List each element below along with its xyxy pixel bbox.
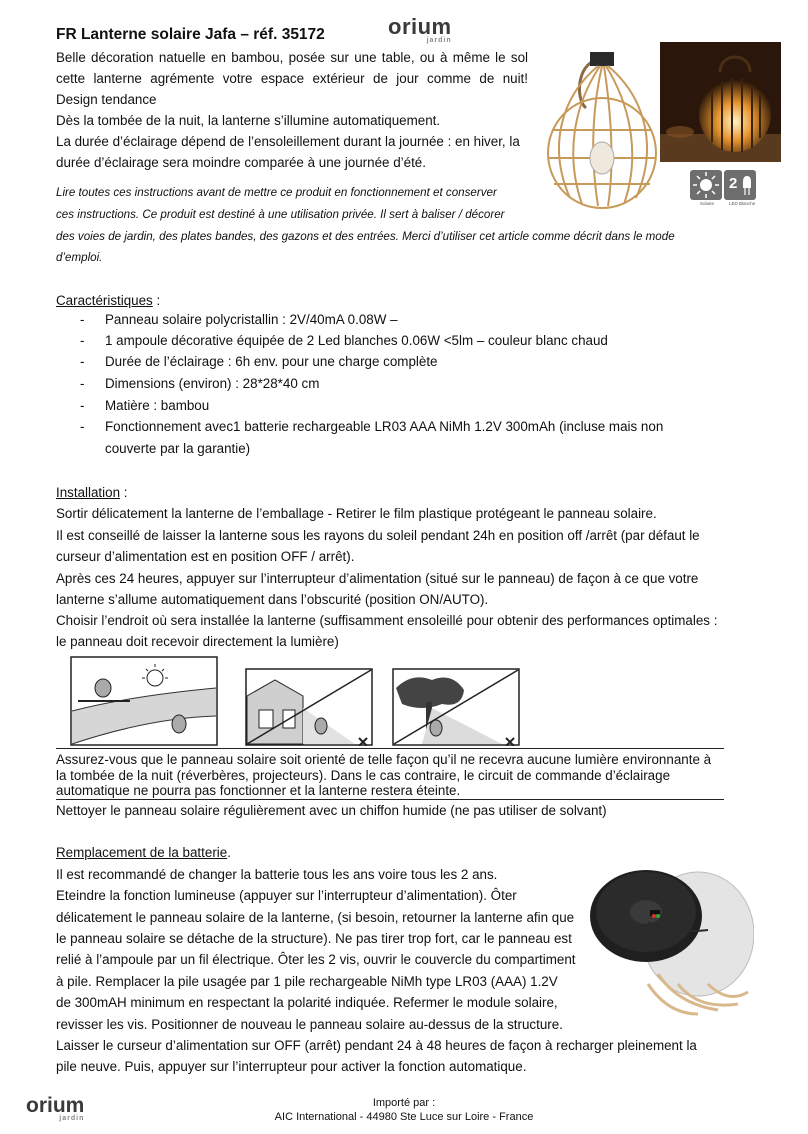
lantern-night-photo: [660, 42, 781, 162]
spec-item-continued: couverte par la garantie): [105, 441, 251, 456]
bullet-dash: -: [80, 419, 85, 434]
spec-item: Durée de l’éclairage : 6h env. pour une charge complète: [105, 354, 438, 369]
battery-line: relié à l’ampoule par un fil électrique. Ôter les 2 vis, ouvrir le couvercle du compartiment: [56, 952, 576, 967]
installation-line: le panneau doit recevoir directement la lumière): [56, 634, 339, 649]
brand-logo-top: [388, 14, 452, 44]
notice-line: d’emploi.: [56, 251, 103, 264]
placement-ok-diagram: [70, 656, 218, 746]
installation-line: lanterne s’allume automatiquement dans l’obscurité (position ON/AUTO).: [56, 592, 489, 607]
lantern-product-image: [540, 38, 660, 210]
intro-line: cette lanterne agrémente votre espace extérieur de jour comme de nuit!: [56, 71, 528, 86]
footer-brand-sub: jardin: [59, 1115, 85, 1122]
spec-item: Fonctionnement avec1 batterie rechargeable LR03 AAA NiMh 1.2V 300mAh (incluse mais non: [105, 419, 664, 434]
placement-shade-tree-diagram: [392, 668, 520, 746]
warning-line: automatique ne pourra pas fonctionner et la lanterne restera éteinte.: [56, 783, 461, 798]
spec-item: Panneau solaire polycristallin : 2V/40mA 0.08W –: [105, 312, 398, 327]
installation-line: Après ces 24 heures, appuyer sur l’interrupteur d’alimentation (situé sur le panneau) de façon à ce que votre: [56, 571, 699, 586]
placement-shade-house-diagram: [245, 668, 373, 746]
battery-line: de 300mAH minimum en respectant la polarité indiquée. Refermer le module solaire,: [56, 995, 558, 1010]
warning-line: Assurez-vous que le panneau solaire soit orienté de telle façon qu’il ne recevra aucune lumière environnante à: [56, 752, 712, 767]
led-count: 2: [729, 175, 738, 192]
installation-line: Sortir délicatement la lanterne de l’emballage - Retirer le film plastique protégeant le panneau solaire.: [56, 506, 657, 521]
brand-name: orium: [388, 14, 452, 39]
installation-heading: Installation :: [56, 485, 128, 500]
intro-line: La durée d’éclairage dépend de l’ensoleillement durant la journée : en hiver, la: [56, 134, 520, 149]
bullet-dash: -: [80, 333, 85, 348]
specs-heading: Caractéristiques :: [56, 293, 161, 308]
battery-heading: Remplacement de la batterie.: [56, 845, 231, 860]
notice-line: des voies de jardin, des plates bandes, des gazons et des entrées. Merci d’utiliser cet article comme décrit dans le mode: [56, 230, 675, 243]
intro-line: Dès la tombée de la nuit, la lanterne s’illumine automatiquement.: [56, 113, 441, 128]
battery-line: Laisser le curseur d’alimentation sur OFF (arrêt) pendant 24 à 48 heures de façon à recharger pleinement la: [56, 1038, 697, 1053]
intro-line: durée d’éclairage sera moindre comparée à une journée d’été.: [56, 155, 426, 170]
bullet-dash: -: [80, 312, 85, 327]
spec-item: Matière : bambou: [105, 398, 210, 413]
led-bulb-icon: [740, 174, 754, 196]
battery-line: pile neuve. Puis, appuyer sur l’interrupteur pour activer la fonction automatique.: [56, 1059, 527, 1074]
battery-line: revisser les vis. Positionner de nouveau le panneau solaire au-dessus de la structure.: [56, 1017, 563, 1032]
battery-line: Eteindre la fonction lumineuse (appuyer sur l’interrupteur d’alimentation). Ôter: [56, 888, 517, 903]
battery-line: à pile. Remplacer la pile usagée par 1 pile rechargeable NiMh type LR03 (AAA) 1.2V: [56, 974, 558, 989]
battery-line: délicatement le panneau solaire de la lanterne, (si besoin, retourner la lanterne afin que: [56, 910, 575, 925]
battery-line: le panneau solaire se détache de la structure). Ne pas tirer trop fort, car le panneau est: [56, 931, 572, 946]
footer-brand-name: orium: [26, 1094, 85, 1117]
installation-line: curseur d’alimentation est en position OFF / arrêt).: [56, 549, 355, 564]
led-feature-icon: [724, 170, 756, 200]
solar-panel-battery-photo: [588, 864, 754, 1018]
bullet-dash: -: [80, 376, 85, 391]
led-caption: LED Blanche: [729, 201, 756, 206]
footer-address: AIC International - 44980 Ste Luce sur Loire - France: [274, 1111, 534, 1123]
intro-line: Belle décoration natuelle en bambou, posée sur une table, ou à même le sol: [56, 50, 528, 65]
battery-line: Il est recommandé de changer la batterie tous les ans voire tous les 2 ans.: [56, 867, 498, 882]
page-title: FR Lanterne solaire Jafa – réf. 35172: [56, 26, 325, 43]
clean-line: Nettoyer le panneau solaire régulièrement avec un chiffon humide (ne pas utiliser de solvant): [56, 803, 607, 818]
footer-imported-by: Importé par :: [372, 1097, 436, 1109]
sun-caption: Solaire: [700, 201, 715, 206]
brand-sub: jardin: [426, 37, 452, 44]
sun-icon: [690, 170, 722, 200]
installation-line: Choisir l’endroit où sera installée la lanterne (suffisamment ensoleillé pour obtenir des performances optimales :: [56, 613, 718, 628]
solar-feature-icon: [690, 170, 722, 200]
notice-line: ces instructions. Ce produit est destiné à une utilisation privée. Il sert à baliser / décorer: [56, 208, 505, 221]
intro-line: Design tendance: [56, 92, 157, 107]
warning-line: la tombée de la nuit (réverbères, projecteurs). Dans le cas contraire, le circuit de commande d’éclairage: [56, 768, 671, 783]
bullet-dash: -: [80, 398, 85, 413]
spec-item: Dimensions (environ) : 28*28*40 cm: [105, 376, 320, 391]
spec-item: 1 ampoule décorative équipée de 2 Led blanches 0.06W <5lm – couleur blanc chaud: [105, 333, 608, 348]
installation-line: Il est conseillé de laisser la lanterne sous les rayons du soleil pendant 24h en position off /arrêt (par défaut le: [56, 528, 700, 543]
bullet-dash: -: [80, 354, 85, 369]
notice-line: Lire toutes ces instructions avant de mettre ce produit en fonctionnement et conserver: [56, 186, 497, 199]
